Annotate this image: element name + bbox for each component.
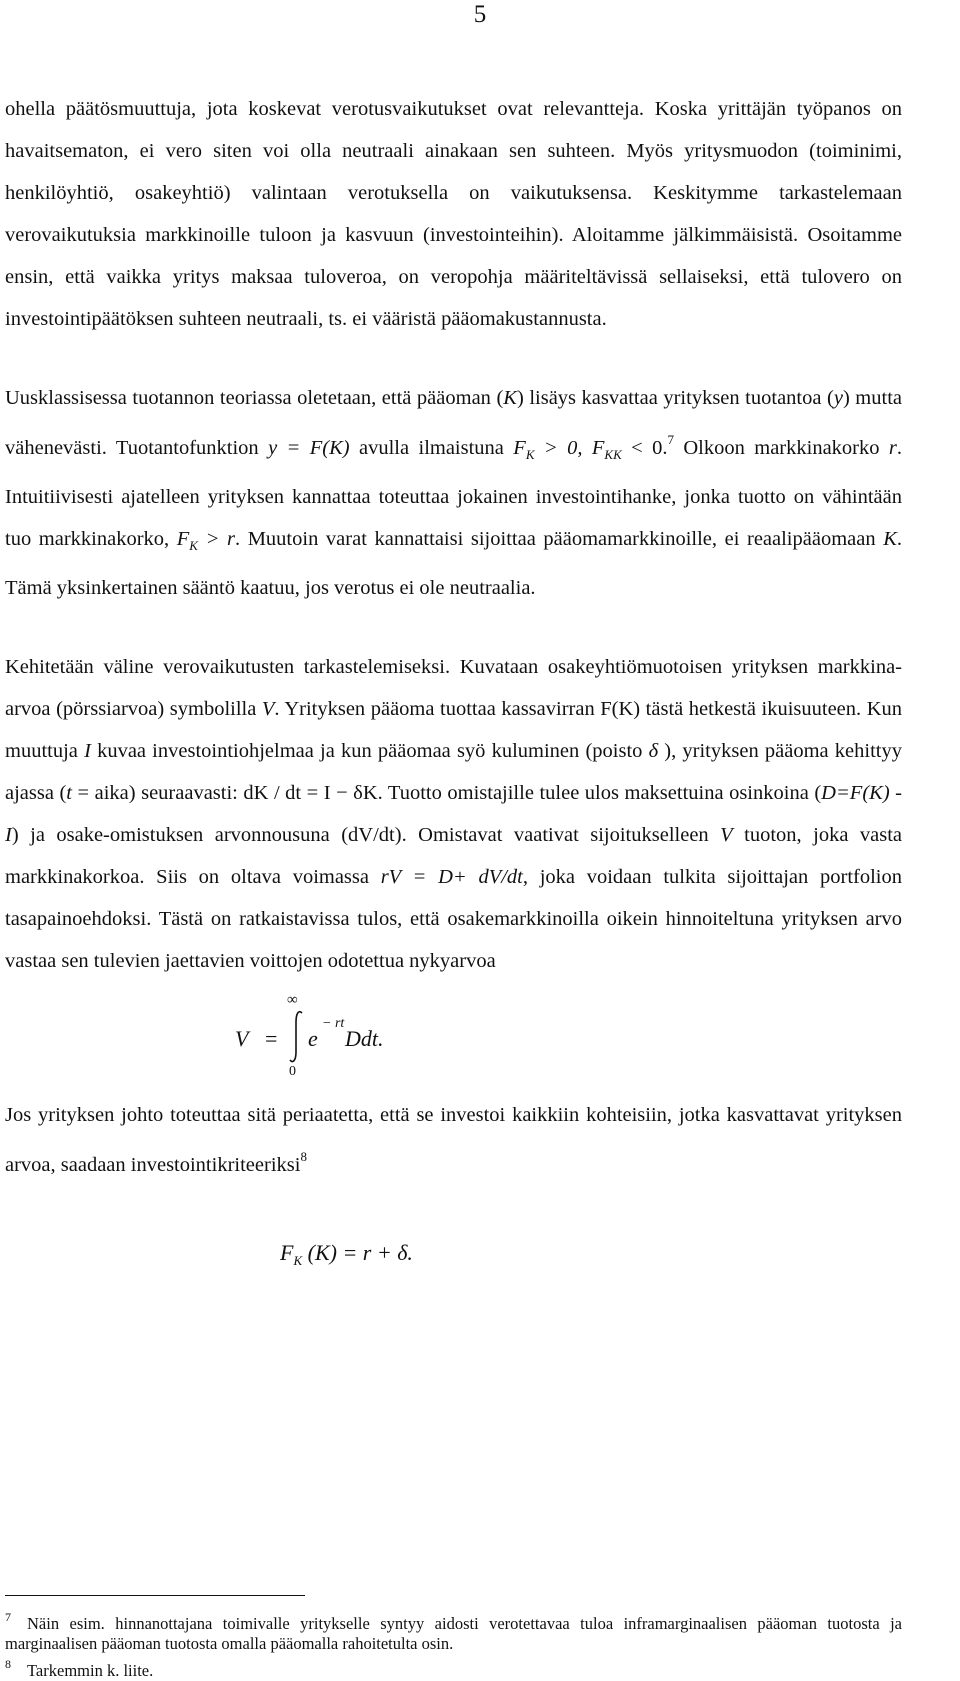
value-change: dV/dt [348, 824, 395, 846]
p3-text-5: ), yrityksen pääoma kehittyy ajassa ( [5, 740, 902, 804]
criterion-expression [280, 1240, 413, 1269]
investment-rule-subscript: K [189, 538, 198, 553]
p2-text-3: ) mutta vähenevästi. Tuotantofunktion [5, 387, 902, 459]
p3-text-3: tästä hetkestä ikuisuuteen. Kun muuttuja [5, 698, 902, 762]
capital-accumulation-equation: dK / dt = I − δK [243, 782, 378, 804]
p3-text-6: = aika) seuraavasti: [72, 782, 244, 804]
investment-rule-f: F [176, 528, 190, 550]
p2-var-y: y [833, 387, 843, 409]
p3-var-t: t [66, 782, 72, 804]
footnote-7-mark: 7 [5, 1610, 11, 1624]
paragraph-1: ohella päätösmuuttuja, jota koskevat verotusvaikutukset ovat relevantteja. Koska yrittäjän työpanos on havaitsematon, ei vero siten voi olla neutraali ainakaan sen suhteen. Myös yritysmuodon (toiminimi, henkilöyhtiö, osakeyhtiö) valintaan verotuksella on vaikutuksensa. Keskitymme tarkastelemaan verovaikutuksia markkinoille tuloon ja kasvuun (investointeihin). Aloitamme jälkimmäisistä. Osoitamme ensin, että vaikka yritys maksaa tuloveroa, on veropohja määriteltävissä sellaiseksi, että tulovero on investointipäätöksen suhteen neutraali, ts. ei vääristä pääomakustannusta. [5, 98, 902, 330]
integral-sign-icon [287, 1010, 307, 1064]
dividend-definition: D=F(K) - I [5, 782, 902, 846]
p3-text-10: tuoton, joka vasta markkinakorkoa. Siis on oltava voimassa [5, 824, 903, 888]
main-text [5, 88, 902, 1286]
marginal-product-subscript: K [525, 447, 535, 462]
p3-text-1: Kehitetään väline verovaikutusten tarkastelemiseksi. Kuvataan osakeyhtiömuotoisen yrityksen markkina-arvoa (pörssiarvoa) symbolilla [5, 656, 902, 720]
footnote-8-mark: 8 [5, 1657, 11, 1671]
p3-cashflow: F(K) [600, 698, 641, 720]
p2-text-4: avulla ilmaistuna [349, 437, 514, 459]
p4-text-1: Jos yrityksen johto toteuttaa sitä periaatetta, että se investoi kaikkiin kohteisiin, jotka kasvattavat yrityksen arvoa, saadaan investointikriteeriksi [5, 1104, 902, 1176]
p2-text-5: Olkoon markkinakorko [673, 437, 889, 459]
marginal-product-condition: > 0, F [534, 437, 605, 459]
value-integral-equation [5, 992, 902, 1082]
footnote-8 [5, 1654, 902, 1681]
paragraph-4 [5, 1094, 902, 1186]
p3-var-v: V [261, 698, 275, 720]
p2-text-1: Uusklassisessa tuotannon teoriassa oletetaan, että pääoman ( [5, 387, 504, 409]
second-derivative-condition: < 0. [621, 437, 668, 459]
integral-lower-limit: 0 [289, 1064, 296, 1079]
integrand-base: e [308, 1026, 318, 1051]
footnote-7 [5, 1607, 902, 1654]
p2-var-r: r [888, 437, 897, 459]
investment-criterion-equation [5, 1226, 902, 1286]
p3-var-i: I [84, 740, 91, 762]
footnote-7-text: Näin esim. hinnanottajana toimivalle yritykselle syntyy aidosti verotettavaa tuloa inframarginaalisen pääoman tuotosta ja marginaalisen pääoman tuotosta omalla pääomalla rahoitetulta osin. [5, 1614, 902, 1653]
integral-upper-limit: ∞ [287, 992, 298, 1008]
p3-var-delta: δ [648, 740, 659, 762]
p3-text-4: kuvaa investointiohjelmaa ja kun pääomaa syö kuluminen (poisto [90, 740, 649, 762]
p3-var-v2: V [720, 824, 733, 846]
criterion-subscript: K [293, 1253, 303, 1268]
portfolio-equilibrium-equation: rV = D+ dV/dt [380, 866, 523, 888]
page-number: 5 [473, 1, 487, 28]
second-derivative-subscript: KK [604, 447, 622, 462]
marginal-product-f: F [513, 437, 526, 459]
p3-text-7: . Tuotto omistajille tulee ulos maksettuina osinkoina ( [377, 782, 822, 804]
integrand-exponent: − rt [322, 1016, 345, 1031]
p2-text-2: ) lisäys kasvattaa yrityksen tuotantoa ( [516, 387, 834, 409]
p2-text-6: . Intuitiivisesti ajatelleen yrityksen kannattaa toteuttaa jokainen investointihanke, jonka tuotto on vähintään tuo markkinakorko, [5, 437, 902, 550]
footnote-8-text: Tarkemmin k. liite. [27, 1661, 154, 1680]
paragraph-2 [5, 377, 902, 609]
p2-var-k2: K [883, 528, 897, 550]
footnote-ref-8[interactable]: 8 [300, 1149, 307, 1164]
criterion-rest: (K) = r + δ. [302, 1240, 413, 1265]
production-function-equation: y = F(K) [268, 437, 350, 459]
p3-text-2: . Yrityksen pääoma tuottaa kassavirran [274, 698, 601, 720]
criterion-f: F [280, 1240, 294, 1265]
footnote-ref-7[interactable]: 7 [667, 432, 674, 447]
paragraph-3 [5, 646, 902, 982]
footnote-divider [5, 1595, 305, 1596]
integral-lhs: V [235, 1026, 249, 1051]
integrand-rest: Ddt. [345, 1026, 384, 1051]
p2-text-8: . Tämä yksinkertainen sääntö kaatuu, jos verotus ei ole neutraalia. [5, 528, 903, 599]
p2-var-k: K [503, 387, 517, 409]
integral-equals: = [265, 1026, 278, 1051]
p3-text-8: ) ja osake-omistuksen arvonnousuna ( [11, 824, 349, 846]
p2-text-7: . Muutoin varat kannattaisi sijoittaa pääomamarkkinoille, ei reaalipääomaan [234, 528, 884, 550]
investment-rule-condition: > r [197, 528, 235, 550]
p3-text-11: , joka voidaan tulkita sijoittajan portfolion tasapainoehdoksi. Tästä on ratkaistavissa tulos, että osakemarkkinoilla oikein hinnoiteltuna yrityksen arvo vastaa sen tulevien jaettavien voittojen odotettua nykyarvoa [5, 866, 902, 972]
p3-text-9: ). Omistavat vaativat sijoitukselleen [394, 824, 721, 846]
